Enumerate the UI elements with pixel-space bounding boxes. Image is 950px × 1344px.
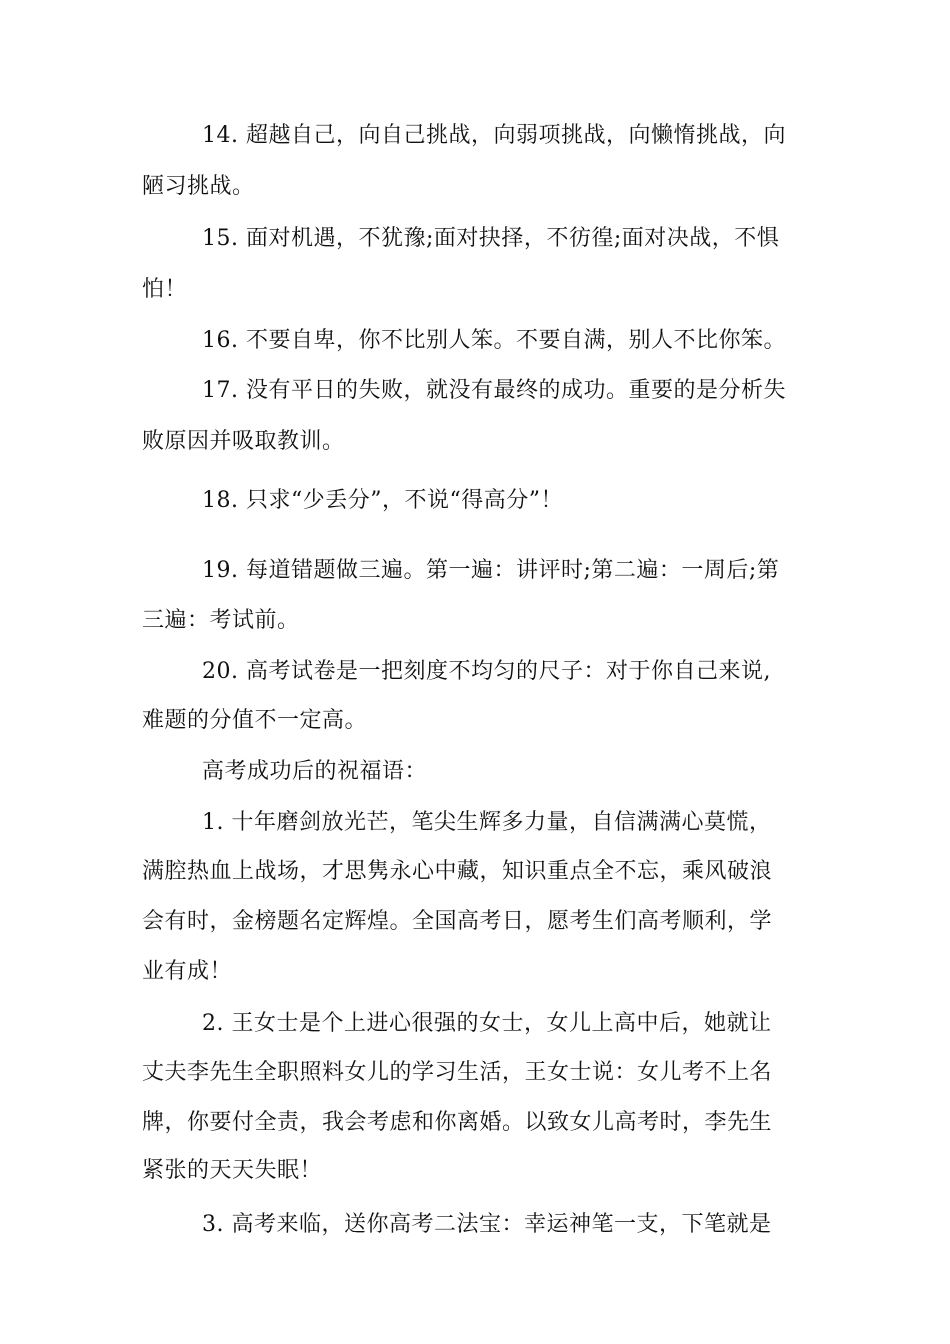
text-line: 牌，你要付全责，我会考虑和你离婚。以致女儿高考时，李先生 xyxy=(142,1110,773,1135)
text-line: 三遍：考试前。 xyxy=(142,608,300,633)
text-line: 20. 高考试卷是一把刻度不均匀的尺子：对于你自己来说, xyxy=(202,659,771,684)
text-line: 16. 不要自卑，你不比别人笨。不要自满，别人不比你笨。 xyxy=(202,328,786,353)
text-line: 15. 面对机遇，不犹豫;面对抉择，不彷徨;面对决战，不惧 xyxy=(202,226,780,251)
text-line: 3. 高考来临，送你高考二法宝：幸运神笔一支，下笔就是 xyxy=(202,1212,772,1237)
text-line: 1. 十年磨剑放光芒，笔尖生辉多力量，自信满满心莫慌， xyxy=(202,810,772,835)
text-line: 19. 每道错题做三遍。第一遍：讲评时;第二遍：一周后;第 xyxy=(202,558,780,583)
text-line: 14. 超越自己，向自己挑战，向弱项挑战，向懒惰挑战，向 xyxy=(202,123,786,148)
text-line: 业有成！ xyxy=(142,959,233,984)
text-line: 满腔热血上战场，才思隽永心中藏，知识重点全不忘，乘风破浪 xyxy=(142,859,773,884)
text-line: 怕！ xyxy=(142,277,188,302)
text-line: 17. 没有平日的失败，就没有最终的成功。重要的是分析失 xyxy=(202,378,786,403)
text-line: 2. 王女士是个上进心很强的女士，女儿上高中后，她就让 xyxy=(202,1011,772,1036)
text-line: 紧张的天天失眠！ xyxy=(142,1158,323,1183)
text-line: 陋习挑战。 xyxy=(142,174,255,199)
section-heading: 高考成功后的祝福语： xyxy=(202,759,428,784)
text-line: 会有时，金榜题名定辉煌。全国高考日，愿考生们高考顺利，学 xyxy=(142,909,773,934)
text-line: 败原因并吸取教训。 xyxy=(142,429,345,454)
text-line: 18. 只求“少丢分”，不说“得高分”！ xyxy=(202,488,563,513)
text-line: 难题的分值不一定高。 xyxy=(142,708,368,733)
text-line: 丈夫李先生全职照料女儿的学习生活，王女士说：女儿考不上名 xyxy=(142,1060,773,1085)
